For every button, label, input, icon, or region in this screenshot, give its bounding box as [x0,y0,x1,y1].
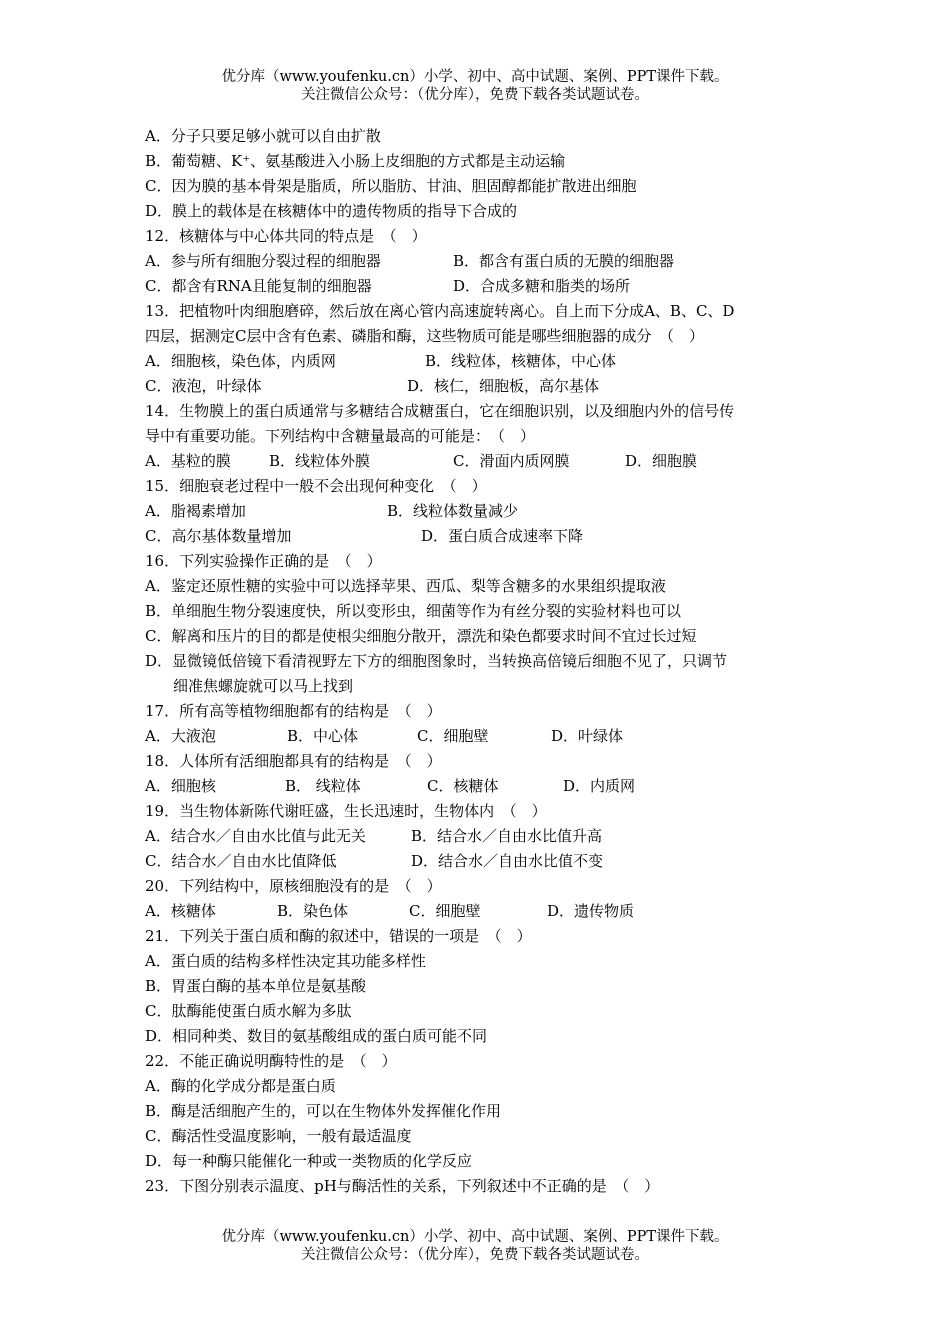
option-a-19: A．结合水／自由水比值与此无关 [145,827,366,845]
question-13-line-2: 四层，据测定C层中含有色素、磷脂和酶，这些物质可能是哪些细胞器的成分 （ ） [145,327,704,345]
option-b-14: B．线粒体外膜 [269,452,371,470]
option-d-22: D．每一种酶只能催化一种或一类物质的化学反应 [145,1152,473,1170]
question-15: 15．细胞衰老过程中一般不会出现何种变化 （ ） [145,477,487,495]
option-d-16-line-2: 细准焦螺旋就可以马上找到 [173,677,354,695]
question-17: 17．所有高等植物细胞都有的结构是 （ ） [145,702,442,720]
question-19-options-cd [145,849,815,874]
option-a-12: A．参与所有细胞分裂过程的细胞器 [145,252,381,270]
option-b-18: B． 线粒体 [285,777,361,795]
option-b-13: B．线粒体，核糖体，中心体 [425,352,617,370]
option-d-12: D．合成多糖和脂类的场所 [453,277,631,295]
option-c-17: C．细胞壁 [417,727,489,745]
question-16: 16．下列实验操作正确的是 （ ） [145,552,382,570]
question-23: 23．下图分别表示温度、pH与酶活性的关系，下列叙述中不正确的是 （ ） [145,1177,660,1195]
question-12-options-ab [145,249,815,274]
option-d-14: D．细胞膜 [625,452,698,470]
option-d-15: D．蛋白质合成速率下降 [421,527,584,545]
option-d-20: D．遗传物质 [547,902,635,920]
option-c-13: C．液泡，叶绿体 [145,377,262,395]
question-18-options [145,774,815,799]
option-d-19: D．结合水／自由水比值不变 [411,852,604,870]
question-15-options-cd [145,524,815,549]
option-c-15: C．高尔基体数量增加 [145,527,292,545]
option-b-17: B．中心体 [287,727,359,745]
option-b-15: B．线粒体数量减少 [387,502,519,520]
option-d-16-line-1: D．显微镜低倍镜下看清视野左下方的细胞图象时，当转换高倍镜后细胞不见了，只调节 [145,652,728,670]
option-a-20: A．核糖体 [145,902,216,920]
option-a-13: A．细胞核，染色体，内质网 [145,352,336,370]
exam-content [145,124,815,1199]
question-17-options [145,724,815,749]
question-19: 19．当生物体新陈代谢旺盛，生长迅速时，生物体内 （ ） [145,802,547,820]
option-a-15: A．脂褐素增加 [145,502,246,520]
option-c-16: C．解离和压片的目的都是使根尖细胞分散开，漂洗和染色都要求时间不宜过长过短 [145,627,697,645]
option-d-13: D．核仁，细胞板，高尔基体 [407,377,600,395]
question-21: 21．下列关于蛋白质和酶的叙述中，错误的一项是 （ ） [145,927,532,945]
option-b-21: B．胃蛋白酶的基本单位是氨基酸 [145,977,367,995]
question-20-options [145,899,815,924]
page-footer [0,1228,950,1264]
option-c-22: C．酶活性受温度影响，一般有最适温度 [145,1127,412,1145]
question-14-line-2: 导中有重要功能。下列结构中含糖量最高的可能是： （ ） [145,427,536,445]
option-c-18: C．核糖体 [427,777,499,795]
header-line-2: 关注微信公众号：（优分库），免费下载各类试题试卷。 [301,87,649,103]
footer-line-1: 优分库（www.youfenku.cn）小学、初中、高中试题、案例、PPT课件下载。 [221,1229,729,1245]
footer-line-2: 关注微信公众号：（优分库），免费下载各类试题试卷。 [301,1247,649,1263]
option-c-20: C．细胞壁 [409,902,481,920]
option-b-22: B．酶是活细胞产生的，可以在生物体外发挥催化作用 [145,1102,502,1120]
option-c-19: C．结合水／自由水比值降低 [145,852,337,870]
question-14-line-1: 14．生物膜上的蛋白质通常与多糖结合成糖蛋白，它在细胞识别，以及细胞内外的信号传 [145,402,735,420]
option-a-11: A．分子只要足够小就可以自由扩散 [145,127,381,145]
question-13-options-cd [145,374,815,399]
option-a-18: A．细胞核 [145,777,216,795]
option-a-16: A．鉴定还原性糖的实验中可以选择苹果、西瓜、梨等含糖多的水果组织提取液 [145,577,666,595]
question-19-options-ab [145,824,815,849]
question-20: 20．下列结构中，原核细胞没有的是 （ ） [145,877,442,895]
question-13-options-ab [145,349,815,374]
header-line-1: 优分库（www.youfenku.cn）小学、初中、高中试题、案例、PPT课件下载。 [221,69,729,85]
option-d-17: D．叶绿体 [551,727,624,745]
option-c-21: C．肽酶能使蛋白质水解为多肽 [145,1002,352,1020]
option-b-12: B．都含有蛋白质的无膜的细胞器 [453,252,675,270]
page-header [0,68,950,104]
option-c-11: C．因为膜的基本骨架是脂质，所以脂肪、甘油、胆固醇都能扩散进出细胞 [145,177,637,195]
question-18: 18．人体所有活细胞都具有的结构是 （ ） [145,752,442,770]
option-b-20: B．染色体 [277,902,349,920]
option-c-14: C．滑面内质网膜 [453,452,570,470]
option-c-12: C．都含有RNA且能复制的细胞器 [145,277,372,295]
question-15-options-ab [145,499,815,524]
option-d-11: D．膜上的载体是在核糖体中的遗传物质的指导下合成的 [145,202,518,220]
option-d-18: D．内质网 [563,777,636,795]
question-13-line-1: 13．把植物叶肉细胞磨碎，然后放在离心管内高速旋转离心。自上而下分成A、B、C、D [145,302,735,320]
question-22: 22．不能正确说明酶特性的是 （ ） [145,1052,397,1070]
option-b-16: B．单细胞生物分裂速度快，所以变形虫，细菌等作为有丝分裂的实验材料也可以 [145,602,682,620]
option-b-11: B．葡萄糖、K⁺、氨基酸进入小肠上皮细胞的方式都是主动运输 [145,152,566,170]
option-a-21: A．蛋白质的结构多样性决定其功能多样性 [145,952,426,970]
option-a-17: A．大液泡 [145,727,216,745]
option-b-19: B．结合水／自由水比值升高 [411,827,603,845]
option-a-14: A．基粒的膜 [145,452,231,470]
option-a-22: A．酶的化学成分都是蛋白质 [145,1077,336,1095]
question-12: 12．核糖体与中心体共同的特点是 （ ） [145,227,427,245]
question-14-options [145,449,815,474]
question-12-options-cd [145,274,815,299]
option-d-21: D．相同种类、数目的氨基酸组成的蛋白质可能不同 [145,1027,488,1045]
